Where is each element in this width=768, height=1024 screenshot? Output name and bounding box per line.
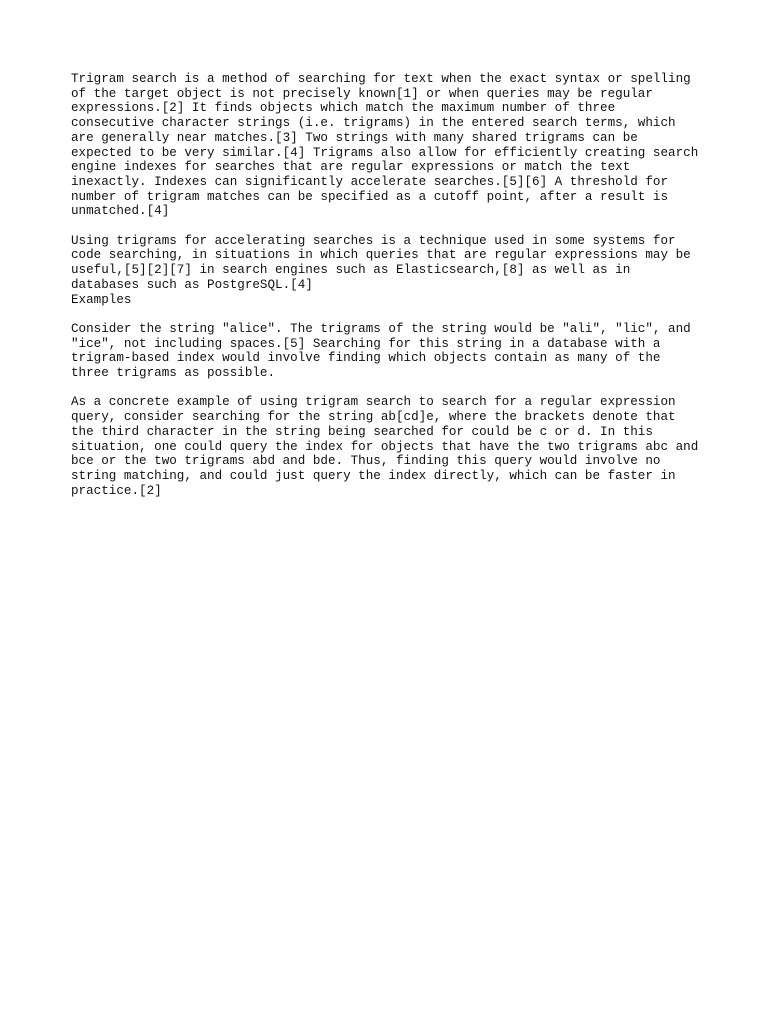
- section-heading-examples: Examples: [71, 292, 132, 307]
- document-page: [71, 72, 711, 513]
- paragraph-usage: Using trigrams for accelerating searches is a technique used in some systems for code searching, in situations in which queries that are regular expressions may be useful,[5][2][7] in search engines such as Elasticsearch,[8] as well as in databases such as PostgreSQL.[4]: [71, 233, 691, 292]
- paragraph-example-alice: Consider the string "alice". The trigrams of the string would be "ali", "lic", and "ice", not including spaces.[5] Searching for this string in a database with a trigram-based index would involve finding which objects contain as many of the three trigrams as possible.: [71, 321, 691, 381]
- paragraph-example-regex: As a concrete example of using trigram search to search for a regular expression query, consider searching for the string ab[cd]e, where the brackets denote that the third character in the string being searched for could be c or d. In this situation, one could query the index for objects that have the two trigrams abc and bce or the two trigrams abd and bde. Thus, finding this query would involve no string matching, and could just query the index directly, which can be faster in practice.[2]: [71, 395, 699, 498]
- paragraph-intro: Trigram search is a method of searching for text when the exact syntax or spelling of the target object is not precisely known[1] or when queries may be regular expressions.[2] It finds objects which match the maximum number of three consecutive character strings (i.e. trigrams) in the entered search terms, which are generally near matches.[3] Two strings with many shared trigrams can be expected to be very similar.[4] Trigrams also allow for efficiently creating search engine indexes for searches that are regular expressions or match the text inexactly. Indexes can significantly accelerate searches.[5][6] A threshold for number of trigram matches can be specified as a cutoff point, after a result is unmatched.[4]: [71, 72, 699, 219]
